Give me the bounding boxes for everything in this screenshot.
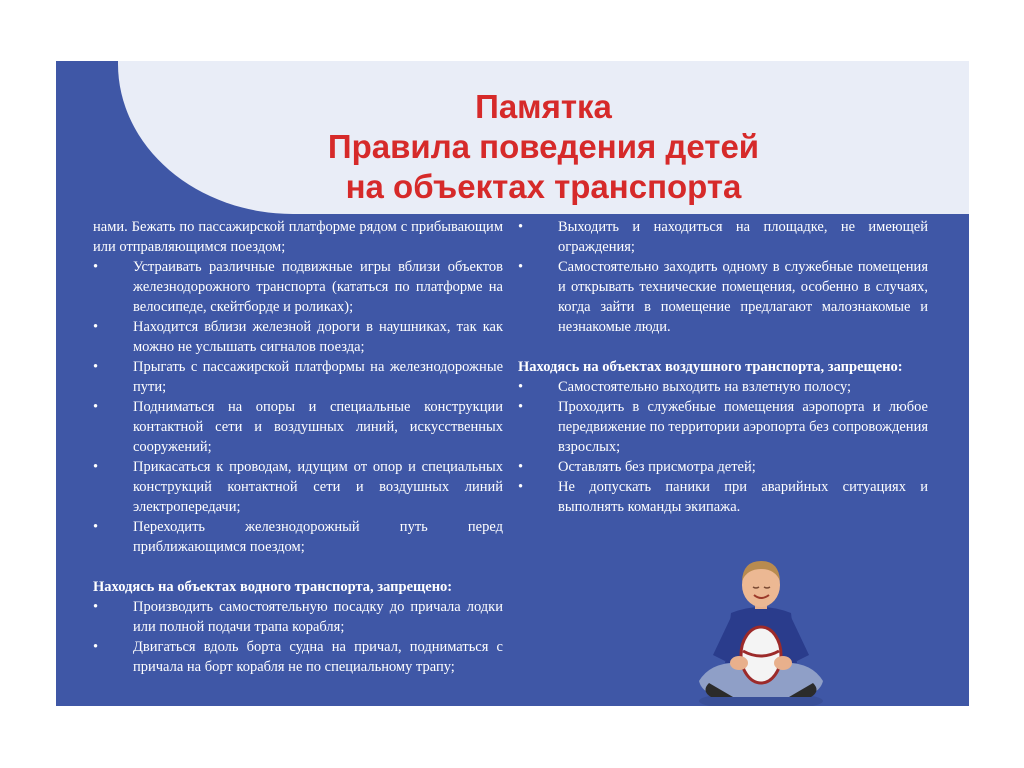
list-item (518, 377, 928, 397)
list-item-text: Прыгать с пассажирской платформы на железнодорожные пути; (133, 359, 503, 395)
bullet-icon: • (518, 259, 524, 275)
list-item (518, 257, 928, 337)
list-item-text: Устраивать различные подвижные игры вблизи объектов железнодорожного транспорта (кататься по платформе на велосипеде, скейтборде и роликах); (133, 259, 503, 315)
list-item-text: Переходить железнодорожный путь перед приближающимся поездом; (133, 519, 503, 555)
list-item (93, 257, 503, 317)
bullet-icon: • (93, 319, 99, 335)
bullet-icon: • (93, 639, 99, 655)
list-item (93, 457, 503, 517)
list-item-text: Выходить и находиться на площадке, не имеющей ограждения; (558, 219, 928, 255)
title-line-2: Правила поведения детей (327, 128, 760, 165)
list-item-text: Подниматься на опоры и специальные конструкции контактной сети и воздушных линий, искусственных сооружений; (133, 399, 503, 455)
right-column (518, 217, 928, 517)
list-item (518, 397, 928, 457)
bullet-icon: • (93, 599, 99, 615)
list-item (93, 597, 503, 637)
list-item (518, 477, 928, 517)
list-item-text: Оставлять без присмотра детей; (558, 459, 756, 475)
title-line-3: на объектах транспорта (345, 168, 742, 205)
list-item (93, 517, 503, 557)
bullet-icon: • (518, 379, 524, 395)
bullet-icon: • (518, 459, 524, 475)
list-item-text: Находится вблизи железной дороги в наушниках, так как можно не услышать сигналов поезда; (133, 319, 503, 355)
left-column (93, 217, 503, 677)
list-item-text: Прикасаться к проводам, идущим от опор и специальных конструкций контактной сети и воздушных линий электропередачи; (133, 459, 503, 515)
list-item-text: Двигаться вдоль борта судна на причал, подниматься с причала на борт корабля не по специальному трапу; (133, 639, 503, 675)
list-item (518, 457, 928, 477)
poster (56, 61, 969, 706)
list-item-text: Проходить в служебные помещения аэропорта и любое передвижение по территории аэропорта без сопровождения взрослых; (558, 399, 928, 455)
title-line-1: Памятка (475, 88, 612, 125)
list-item (93, 637, 503, 677)
list-item-text: Производить самостоятельную посадку до причала лодки или полной подачи трапа корабля; (133, 599, 503, 635)
bullet-icon: • (93, 359, 99, 375)
list-item-text: Не допускать паники при аварийных ситуациях и выполнять команды экипажа. (558, 479, 928, 515)
bullet-icon: • (518, 219, 524, 235)
list-item (93, 317, 503, 357)
list-item-text: Самостоятельно заходить одному в служебные помещения и открывать технические помещения, особенно в случаях, когда зайти в помещение предлагают малознакомые и незнакомые люди. (558, 259, 928, 335)
bullet-icon: • (93, 259, 99, 275)
bullet-icon: • (518, 479, 524, 495)
list-item (93, 357, 503, 397)
water-section-title: Находясь на объектах водного транспорта, запрещено: (93, 579, 453, 595)
list-item (518, 217, 928, 257)
child-illustration (691, 551, 831, 706)
left-intro-text: нами. Бежать по пассажирской платформе рядом с прибывающим или отправляющимся поездом; (93, 219, 503, 255)
bullet-icon: • (93, 399, 99, 415)
page-title (118, 87, 969, 207)
air-section-title: Находясь на объектах воздушного транспорта, запрещено: (518, 359, 903, 375)
bullet-icon: • (93, 519, 99, 535)
bullet-icon: • (93, 459, 99, 475)
bullet-icon: • (518, 399, 524, 415)
list-item (93, 397, 503, 457)
list-item-text: Самостоятельно выходить на взлетную полосу; (558, 379, 852, 395)
